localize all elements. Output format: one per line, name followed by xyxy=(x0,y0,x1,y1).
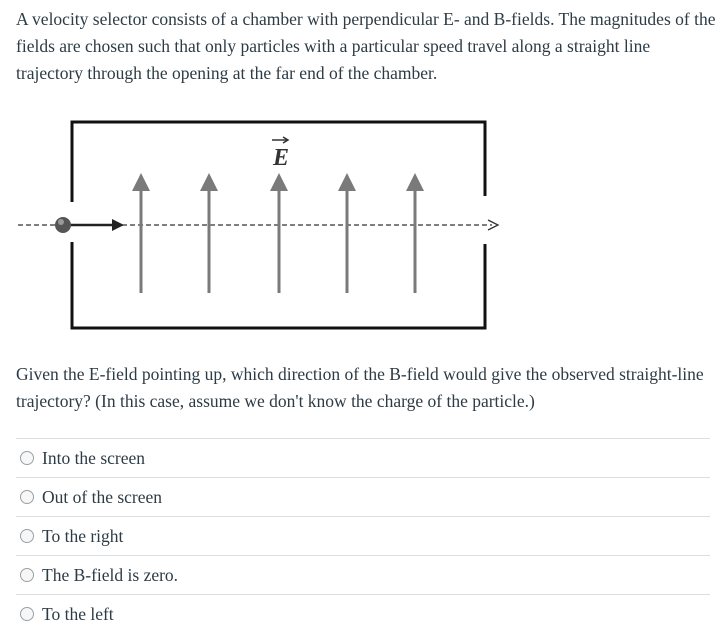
answer-label: The B-field is zero. xyxy=(42,564,179,585)
answer-option[interactable] xyxy=(16,594,710,633)
radio-button[interactable] xyxy=(20,529,34,543)
answer-option[interactable] xyxy=(16,555,710,594)
answer-option[interactable] xyxy=(16,516,710,555)
radio-button[interactable] xyxy=(20,607,34,621)
answer-label: Out of the screen xyxy=(42,486,163,507)
radio-button[interactable] xyxy=(20,451,34,465)
answer-list xyxy=(16,438,710,633)
e-field-label: E xyxy=(273,145,290,171)
field-arrows xyxy=(141,182,415,293)
velocity-selector-diagram xyxy=(0,110,727,340)
answer-label: To the right xyxy=(42,525,124,546)
answer-option[interactable] xyxy=(16,477,710,516)
charged-particle xyxy=(55,217,71,233)
radio-button[interactable] xyxy=(20,490,34,504)
problem-intro-text: A velocity selector consists of a chamber with perpendicular E- and B-fields. The magnitudes of the fields are chosen such that only particles with a particular speed travel along a straight line trajectory through the opening at the far end of the chamber. xyxy=(16,9,716,83)
answer-option[interactable] xyxy=(16,438,710,477)
answer-label: To the left xyxy=(42,603,114,624)
trajectory-arrowhead xyxy=(488,220,498,230)
question-text: Given the E-field pointing up, which direction of the B-field would give the observed straight-line trajectory? (In this case, assume we don't know the charge of the particle.) xyxy=(16,364,704,411)
radio-button[interactable] xyxy=(20,568,34,582)
particle-velocity-arrowhead xyxy=(112,219,124,231)
answer-label: Into the screen xyxy=(42,447,146,468)
charged-particle-highlight xyxy=(58,219,64,225)
